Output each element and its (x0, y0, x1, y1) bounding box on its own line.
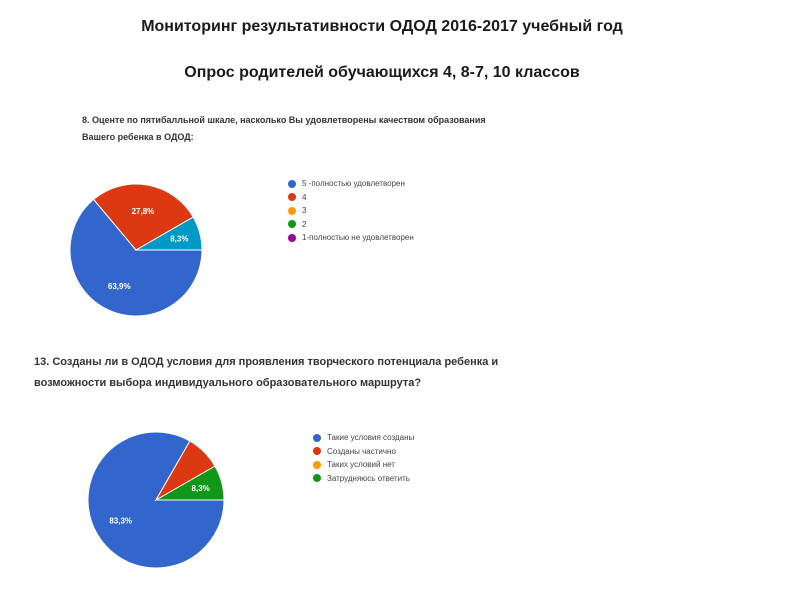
question-13-text: 13. Созданы ли в ОДОД условия для проявления творческого потенциала ребенка и возможности выбора индивидуального образовательного маршрута? (34, 356, 499, 389)
q8-legend-item-0 (288, 177, 414, 191)
q8-legend-label-4: 1-полностью не удовлетворен (302, 233, 414, 243)
q13-legend-item-0 (313, 431, 414, 445)
page-subtitle: Опрос родителей обучающихся 4, 8-7, 10 классов (184, 64, 580, 81)
q13-legend-label-0: Такие условия созданы (327, 433, 415, 443)
q8-legend-label-0: 5 -полностью удовлетворен (302, 179, 405, 189)
legend-swatch-icon (313, 447, 321, 455)
question-8-text: 8. Оценте по пятибалльной шкале, насколько Вы удовлетворены качеством образования Вашего ребенка в ОДОД: (82, 115, 486, 142)
q8-legend-label-2: 3 (302, 206, 307, 216)
legend-swatch-icon (313, 474, 321, 482)
legend-question-8 (288, 177, 414, 245)
q8-legend-label-3: 2 (302, 219, 307, 229)
legend-swatch-icon (288, 193, 296, 201)
legend-swatch-icon (288, 207, 296, 215)
page-title: Мониторинг результативности ОДОД 2016-2017 учебный год (141, 18, 623, 35)
pie-chart-question-8 (70, 184, 202, 316)
q8-slice-1-label: 27,8% (131, 207, 155, 217)
q8-legend-item-4 (288, 231, 414, 245)
legend-swatch-icon (288, 234, 296, 242)
legend-swatch-icon (313, 461, 321, 469)
legend-swatch-icon (288, 220, 296, 228)
q8-legend-label-1: 4 (302, 192, 307, 202)
q8-legend-item-2 (288, 204, 414, 218)
q13-legend-item-3 (313, 472, 414, 486)
q8-legend-item-3 (288, 218, 414, 232)
q8-legend-item-1 (288, 191, 414, 205)
q13-slice-0-label: 83,3% (109, 516, 133, 526)
q13-legend-item-2 (313, 458, 414, 472)
legend-swatch-icon (288, 180, 296, 188)
legend-question-13 (313, 431, 414, 485)
q13-legend-label-3: Затрудняюсь ответить (327, 473, 410, 483)
pie-chart-question-13 (88, 432, 224, 568)
q8-slice-0-label: 63,9% (107, 281, 131, 291)
legend-swatch-icon (313, 434, 321, 442)
q13-legend-label-2: Таких условий нет (327, 460, 395, 470)
q13-legend-label-1: Созданы частично (327, 446, 396, 456)
q13-slice-3-label: 8,3% (191, 484, 210, 494)
q13-legend-item-1 (313, 445, 414, 459)
q8-slice-2-label: 8,3% (170, 234, 189, 244)
